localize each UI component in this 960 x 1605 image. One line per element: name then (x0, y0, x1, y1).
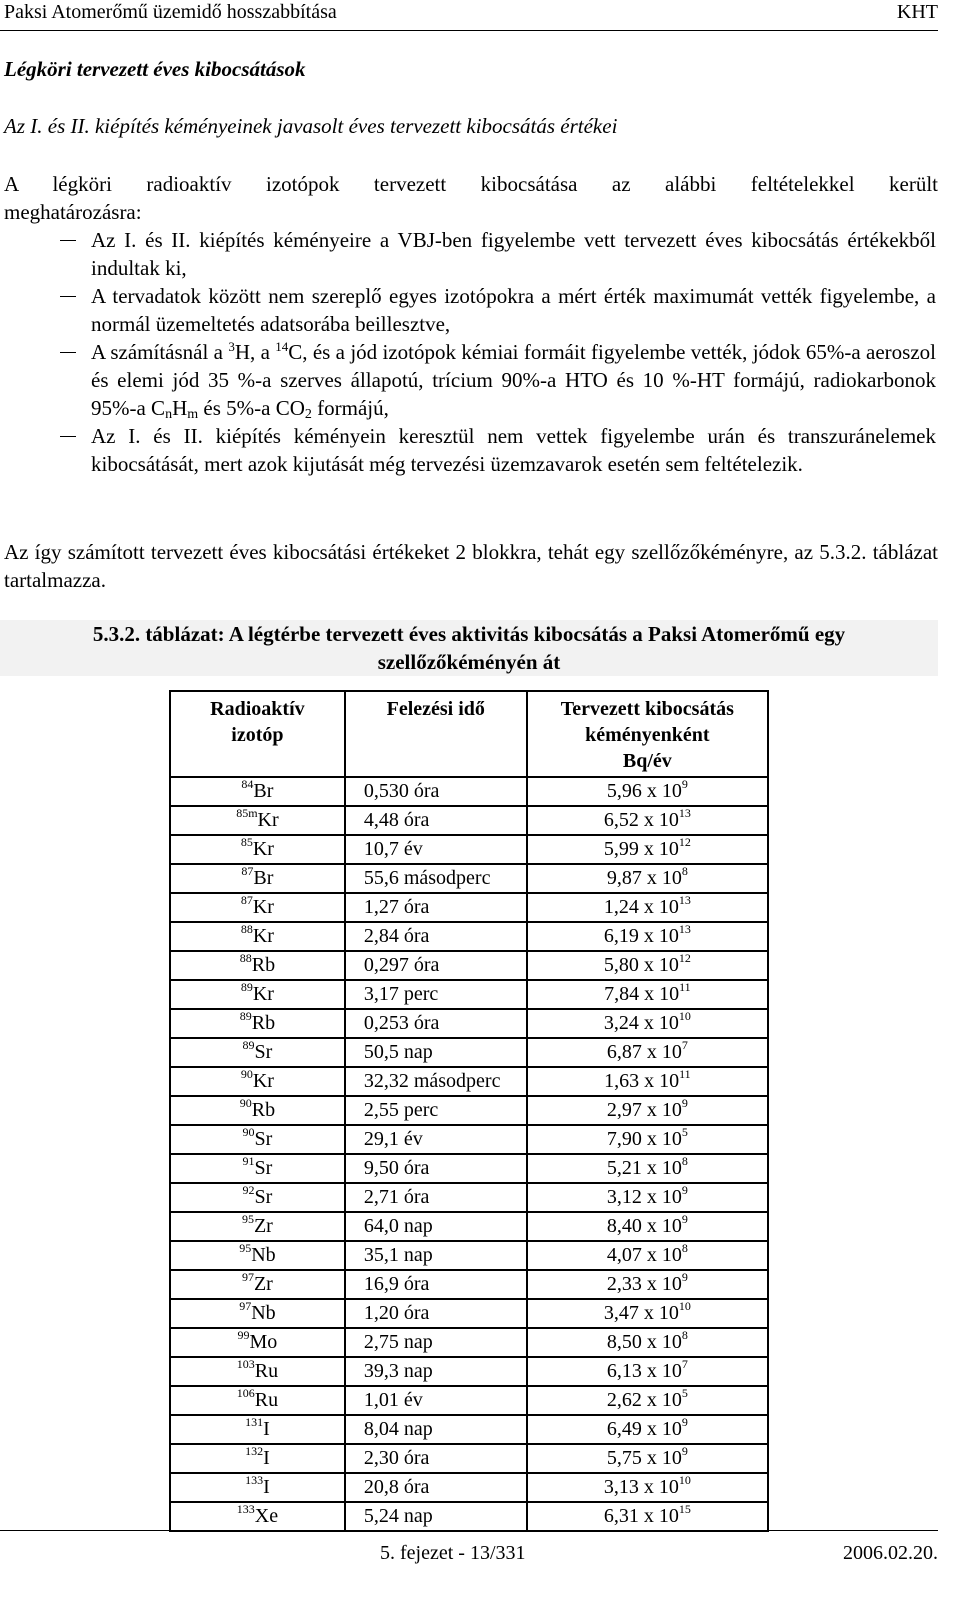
page-header (0, 0, 938, 30)
release-cell (527, 1328, 768, 1357)
mass-number: 89 (240, 980, 253, 994)
release-cell (527, 1386, 768, 1415)
table-row (170, 1125, 768, 1154)
release-exponent: 13 (678, 893, 691, 907)
release-cell (527, 1299, 768, 1328)
table-row (170, 1357, 768, 1386)
isotope-cell (170, 1502, 345, 1531)
mass-number: 85 (240, 835, 253, 849)
release-mantissa: 3,13 x 10 (603, 1476, 679, 1498)
release-cell (527, 864, 768, 893)
halflife-cell (345, 922, 527, 951)
release-exponent: 13 (678, 806, 691, 820)
element-symbol: Nb (251, 1244, 276, 1266)
list-item (0, 282, 938, 338)
release-mantissa: 6,52 x 10 (603, 809, 679, 831)
release-mantissa: 9,87 x 10 (606, 867, 682, 889)
mass-number: 131 (245, 1415, 264, 1429)
isotope-cell (170, 1183, 345, 1212)
halflife-value: 2,84 óra (363, 925, 430, 947)
table-row (170, 1270, 768, 1299)
release-cell (527, 806, 768, 835)
bullet-3-part-1: A számításnál a (91, 340, 229, 364)
element-symbol: Kr (252, 896, 274, 918)
header-tag: KHT (896, 1, 938, 23)
mass-number: 88 (240, 922, 253, 936)
halflife-value: 1,27 óra (363, 896, 430, 918)
intro-paragraph (4, 170, 938, 226)
table-row (170, 1096, 768, 1125)
table-row (170, 922, 768, 951)
header-release (527, 691, 768, 777)
table-row (170, 1154, 768, 1183)
release-exponent: 9 (681, 777, 688, 791)
isotope-cell (170, 1444, 345, 1473)
halflife-cell (345, 864, 527, 893)
halflife-cell (345, 1154, 527, 1183)
page-number: 5. fejezet - 13/331 (380, 1542, 526, 1564)
release-exponent: 9 (681, 1444, 688, 1458)
release-mantissa: 5,99 x 10 (603, 838, 679, 860)
release-cell (527, 951, 768, 980)
subscript-2: 2 (304, 407, 312, 422)
intro-line-1: A légköri radioaktív izotópok tervezett kibocsátása az alábbi feltételekkel került (4, 172, 938, 196)
release-exponent: 11 (679, 1067, 691, 1081)
release-cell (527, 1415, 768, 1444)
halflife-value: 64,0 nap (363, 1215, 433, 1237)
release-exponent: 9 (681, 1212, 688, 1226)
release-mantissa: 3,12 x 10 (606, 1186, 682, 1208)
element-symbol: Ru (254, 1389, 279, 1411)
element-symbol: Sr (254, 1186, 273, 1208)
isotope-cell (170, 1154, 345, 1183)
release-exponent: 7 (681, 1038, 688, 1052)
release-cell (527, 1241, 768, 1270)
table-row (170, 1067, 768, 1096)
h-mass-number: 3 (228, 339, 235, 354)
list-item (0, 226, 938, 282)
subscript-n: n (165, 407, 173, 422)
element-symbol: Mo (249, 1331, 278, 1353)
header-rule (0, 30, 938, 31)
list-item (0, 338, 938, 422)
element-symbol: Ru (254, 1360, 279, 1382)
halflife-cell (345, 1009, 527, 1038)
element-symbol: Kr (252, 983, 274, 1005)
mass-number: 87 (241, 864, 254, 878)
table-row (170, 1183, 768, 1212)
halflife-value: 16,9 óra (363, 1273, 430, 1295)
release-cell (527, 1212, 768, 1241)
element-symbol: I (263, 1476, 270, 1498)
mass-number: 89 (242, 1038, 255, 1052)
release-cell (527, 1357, 768, 1386)
mass-number: 132 (245, 1444, 264, 1458)
isotope-cell (170, 1096, 345, 1125)
halflife-cell (345, 980, 527, 1009)
intro-line-2: meghatározásra: (4, 200, 142, 224)
release-exponent: 10 (678, 1473, 691, 1487)
bullet-text-1: Az I. és II. kiépítés kéményeire a VBJ-ben figyelembe vett tervezett éves kibocsátás értékekből indultak ki, (91, 228, 936, 280)
subsection-heading: Az I. és II. kiépítés kéményeinek javasolt éves tervezett kibocsátás értékei (4, 114, 618, 138)
release-cell (527, 1154, 768, 1183)
table-row (170, 1415, 768, 1444)
element-symbol: Kr (252, 838, 274, 860)
header-isotope-line-1: Radioaktív (210, 698, 305, 720)
isotope-cell (170, 1415, 345, 1444)
halflife-cell (345, 951, 527, 980)
mass-number: 88 (239, 951, 252, 965)
header-release-line-1: Tervezett kibocsátás (560, 698, 734, 720)
isotope-cell (170, 1125, 345, 1154)
subscript-m: m (187, 407, 199, 422)
isotope-cell (170, 1473, 345, 1502)
mass-number: 99 (237, 1328, 250, 1342)
halflife-value: 0,253 óra (363, 1012, 440, 1034)
mass-number: 97 (241, 1270, 254, 1284)
release-mantissa: 3,47 x 10 (603, 1302, 679, 1324)
isotope-cell (170, 1299, 345, 1328)
release-mantissa: 2,33 x 10 (606, 1273, 682, 1295)
mass-number: 90 (242, 1125, 255, 1139)
halflife-cell (345, 1212, 527, 1241)
release-cell (527, 922, 768, 951)
halflife-value: 8,04 nap (363, 1418, 433, 1440)
release-mantissa: 2,62 x 10 (606, 1389, 682, 1411)
mass-number: 103 (236, 1357, 255, 1371)
halflife-cell (345, 1386, 527, 1415)
release-cell (527, 1125, 768, 1154)
release-mantissa: 6,13 x 10 (606, 1360, 682, 1382)
release-cell (527, 1270, 768, 1299)
halflife-cell (345, 1125, 527, 1154)
halflife-value: 29,1 év (363, 1128, 423, 1150)
release-cell (527, 1096, 768, 1125)
release-mantissa: 5,80 x 10 (603, 954, 679, 976)
bullet-3-part-5: és 5%-a CO (198, 396, 305, 420)
isotope-cell (170, 1067, 345, 1096)
footer-rule (0, 1530, 938, 1531)
bullet-3-part-3: C, és a jód izotópok kémiai formáit figyelembe vették, jódok 65%-a aeroszol és elemi jód 35 %-a szerves állapotú, trícium 90%-a HTO és 10 %-HT formájú, radiokarbonok 95%-a C (91, 340, 936, 420)
header-halflife-text: Felezési idő (386, 698, 485, 720)
isotope-cell (170, 864, 345, 893)
isotope-cell (170, 1009, 345, 1038)
element-symbol: Rb (251, 1012, 276, 1034)
halflife-cell (345, 1038, 527, 1067)
header-release-line-2: kéményenként (585, 724, 710, 746)
isotope-cell (170, 835, 345, 864)
release-cell (527, 1502, 768, 1531)
table-row (170, 951, 768, 980)
element-symbol: Xe (254, 1505, 279, 1527)
table-row (170, 893, 768, 922)
halflife-cell (345, 1357, 527, 1386)
isotope-cell (170, 893, 345, 922)
mass-number: 90 (240, 1067, 253, 1081)
release-mantissa: 8,50 x 10 (606, 1331, 682, 1353)
section-heading: Légköri tervezett éves kibocsátások (4, 57, 306, 81)
release-mantissa: 7,90 x 10 (606, 1128, 682, 1150)
release-cell (527, 1473, 768, 1502)
element-symbol: I (263, 1418, 270, 1440)
halflife-value: 35,1 nap (363, 1244, 433, 1266)
halflife-value: 1,01 év (363, 1389, 423, 1411)
mass-number: 133 (245, 1473, 264, 1487)
halflife-value: 55,6 másodperc (363, 867, 491, 889)
isotope-cell (170, 1038, 345, 1067)
release-mantissa: 6,49 x 10 (606, 1418, 682, 1440)
mass-number: 133 (236, 1502, 255, 1516)
release-exponent: 9 (681, 1415, 688, 1429)
isotope-cell (170, 1212, 345, 1241)
table-caption (0, 620, 938, 676)
table-row (170, 1473, 768, 1502)
isotope-cell (170, 806, 345, 835)
table-row (170, 864, 768, 893)
halflife-cell (345, 1183, 527, 1212)
mass-number: 84 (241, 777, 254, 791)
bullet-3-part-4: H (172, 396, 188, 420)
halflife-cell (345, 1444, 527, 1473)
release-mantissa: 6,31 x 10 (603, 1505, 679, 1527)
release-mantissa: 2,97 x 10 (606, 1099, 682, 1121)
mass-number: 95 (239, 1241, 252, 1255)
table-row (170, 1386, 768, 1415)
halflife-cell (345, 1328, 527, 1357)
mass-number: 89 (239, 1009, 252, 1023)
table-row (170, 1009, 768, 1038)
halflife-value: 50,5 nap (363, 1041, 433, 1063)
halflife-value: 39,3 nap (363, 1360, 433, 1382)
halflife-cell (345, 806, 527, 835)
halflife-cell (345, 1241, 527, 1270)
table-row (170, 1502, 768, 1531)
element-symbol: Br (253, 867, 274, 889)
summary-paragraph: Az így számított tervezett éves kibocsátási értékeket 2 blokkra, tehát egy szellőzőkéményre, az 5.3.2. táblázat tartalmazza. (4, 540, 938, 592)
halflife-cell (345, 777, 527, 806)
release-mantissa: 4,07 x 10 (606, 1244, 682, 1266)
table-row (170, 980, 768, 1009)
release-cell (527, 1067, 768, 1096)
table-row (170, 777, 768, 806)
element-symbol: Zr (253, 1215, 273, 1237)
c-mass-number: 14 (275, 339, 289, 354)
mass-number: 85m (236, 806, 258, 820)
element-symbol: Nb (251, 1302, 276, 1324)
halflife-value: 3,17 perc (363, 983, 439, 1005)
release-cell (527, 835, 768, 864)
isotope-cell (170, 1386, 345, 1415)
element-symbol: Rb (251, 1099, 276, 1121)
halflife-cell (345, 893, 527, 922)
element-symbol: Kr (252, 1070, 274, 1092)
list-item (0, 422, 938, 478)
halflife-cell (345, 1270, 527, 1299)
release-mantissa: 1,63 x 10 (604, 1070, 680, 1092)
element-symbol: Kr (257, 809, 279, 831)
release-mantissa: 1,24 x 10 (603, 896, 679, 918)
table-row (170, 1328, 768, 1357)
isotope-cell (170, 1328, 345, 1357)
halflife-value: 10,7 év (363, 838, 423, 860)
release-exponent: 10 (678, 1009, 691, 1023)
isotope-cell (170, 777, 345, 806)
table-row (170, 1299, 768, 1328)
table-row (170, 1241, 768, 1270)
halflife-cell (345, 1096, 527, 1125)
isotope-cell (170, 951, 345, 980)
header-halflife (345, 691, 527, 777)
table-body (170, 777, 768, 1531)
bullet-3-part-6: formájú, (311, 396, 389, 420)
table-row (170, 806, 768, 835)
halflife-cell (345, 1067, 527, 1096)
halflife-cell (345, 1415, 527, 1444)
release-exponent: 12 (678, 951, 691, 965)
conditions-list (0, 226, 938, 478)
header-isotope (170, 691, 345, 777)
mass-number: 106 (236, 1386, 255, 1400)
halflife-value: 0,530 óra (363, 780, 440, 802)
emission-table (169, 690, 769, 1532)
table-header-row (170, 691, 768, 777)
mass-number: 97 (239, 1299, 252, 1313)
release-cell (527, 1183, 768, 1212)
halflife-value: 9,50 óra (363, 1157, 430, 1179)
release-mantissa: 3,24 x 10 (603, 1012, 679, 1034)
table-row (170, 1212, 768, 1241)
release-mantissa: 6,19 x 10 (603, 925, 679, 947)
release-exponent: 8 (681, 864, 688, 878)
halflife-value: 4,48 óra (363, 809, 430, 831)
isotope-cell (170, 1241, 345, 1270)
isotope-cell (170, 980, 345, 1009)
release-cell (527, 1444, 768, 1473)
halflife-value: 0,297 óra (363, 954, 440, 976)
halflife-value: 2,30 óra (363, 1447, 430, 1469)
halflife-value: 1,20 óra (363, 1302, 430, 1324)
release-mantissa: 7,84 x 10 (604, 983, 680, 1005)
halflife-cell (345, 1502, 527, 1531)
halflife-value: 2,71 óra (363, 1186, 430, 1208)
halflife-value: 2,55 perc (363, 1099, 439, 1121)
halflife-value: 20,8 óra (363, 1476, 430, 1498)
element-symbol: Zr (253, 1273, 273, 1295)
element-symbol: Rb (251, 954, 276, 976)
release-mantissa: 6,87 x 10 (606, 1041, 682, 1063)
mass-number: 91 (242, 1154, 255, 1168)
header-release-line-3: Bq/év (622, 750, 672, 772)
release-exponent: 13 (678, 922, 691, 936)
caption-line-1: 5.3.2. táblázat: A légtérbe tervezett éves aktivitás kibocsátás a Paksi Atomerőmű egy (92, 622, 846, 646)
release-exponent: 5 (681, 1125, 688, 1139)
header-isotope-line-2: izotóp (231, 724, 284, 746)
release-exponent: 5 (681, 1386, 688, 1400)
caption-line-2: szellőzőkéményén át (377, 650, 561, 674)
halflife-cell (345, 1299, 527, 1328)
element-symbol: Sr (254, 1128, 273, 1150)
release-exponent: 12 (678, 835, 691, 849)
element-symbol: Sr (254, 1041, 273, 1063)
table-row (170, 1444, 768, 1473)
halflife-cell (345, 1473, 527, 1502)
footer-date: 2006.02.20. (843, 1542, 938, 1564)
release-mantissa: 8,40 x 10 (606, 1215, 682, 1237)
table-row (170, 1038, 768, 1067)
release-exponent: 8 (681, 1154, 688, 1168)
bullet-3-part-2: H, a (234, 340, 276, 364)
isotope-cell (170, 1357, 345, 1386)
release-exponent: 10 (678, 1299, 691, 1313)
release-exponent: 15 (678, 1502, 691, 1516)
table-row (170, 835, 768, 864)
mass-number: 90 (239, 1096, 252, 1110)
halflife-value: 32,32 másodperc (363, 1070, 501, 1092)
isotope-cell (170, 1270, 345, 1299)
release-exponent: 9 (681, 1096, 688, 1110)
release-cell (527, 1038, 768, 1067)
release-exponent: 7 (681, 1357, 688, 1371)
release-exponent: 9 (681, 1183, 688, 1197)
mass-number: 87 (240, 893, 253, 907)
bullet-text-2: A tervadatok között nem szereplő egyes izotópokra a mért érték maximumát vették figyelembe, a normál üzemeltetés adatsorába beillesztve, (91, 284, 936, 336)
release-mantissa: 5,96 x 10 (606, 780, 682, 802)
header-title: Paksi Atomerőmű üzemidő hosszabbítása (4, 1, 337, 23)
mass-number: 95 (241, 1212, 254, 1226)
release-exponent: 11 (679, 980, 691, 994)
element-symbol: Sr (254, 1157, 273, 1179)
release-cell (527, 893, 768, 922)
halflife-value: 2,75 nap (363, 1331, 433, 1353)
element-symbol: Br (253, 780, 274, 802)
release-cell (527, 1009, 768, 1038)
release-cell (527, 980, 768, 1009)
release-mantissa: 5,75 x 10 (606, 1447, 682, 1469)
halflife-cell (345, 835, 527, 864)
halflife-value: 5,24 nap (363, 1505, 433, 1527)
release-exponent: 9 (681, 1270, 688, 1284)
mass-number: 92 (242, 1183, 255, 1197)
release-mantissa: 5,21 x 10 (606, 1157, 682, 1179)
isotope-cell (170, 922, 345, 951)
element-symbol: I (263, 1447, 270, 1469)
release-exponent: 8 (681, 1328, 688, 1342)
release-cell (527, 777, 768, 806)
element-symbol: Kr (252, 925, 274, 947)
release-exponent: 8 (681, 1241, 688, 1255)
bullet-text-4: Az I. és II. kiépítés kéményein keresztül nem vettek figyelembe urán és transzuránelemek kibocsátását, mert azok kijutását még tervezési üzemzavarok esetén sem feltételezik. (91, 424, 936, 476)
